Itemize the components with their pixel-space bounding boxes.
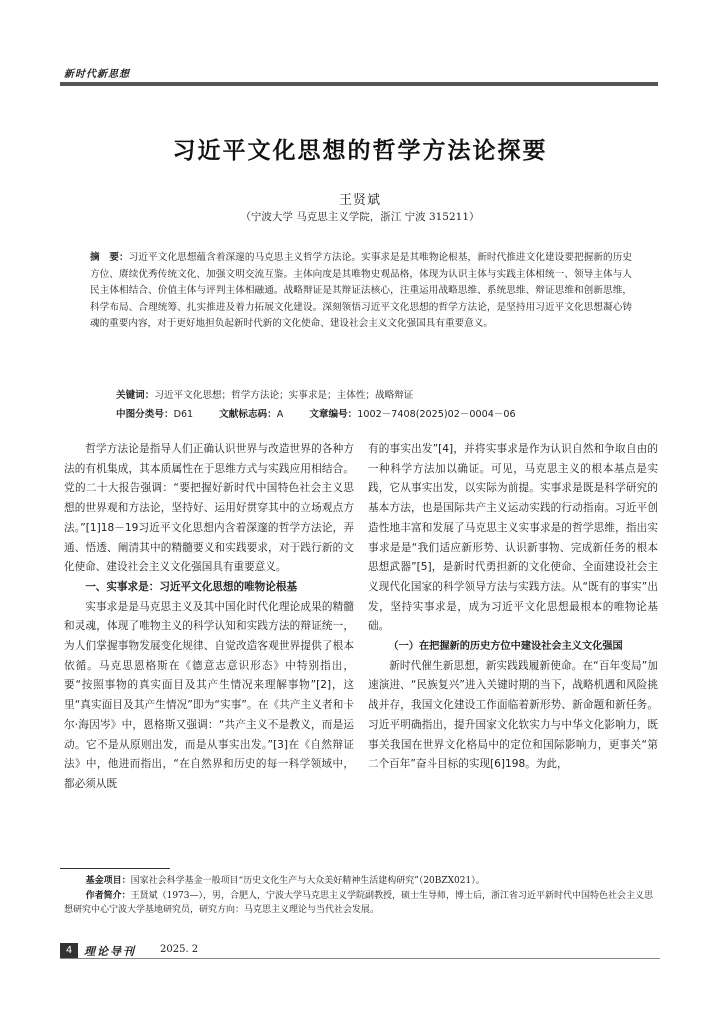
article-number-label: 文章编号： xyxy=(309,409,358,420)
abstract xyxy=(90,250,632,333)
paragraph: 有的事实出发”[4]，并将实事求是作为认识自然和争取自由的一种科学方法加以确证。可见，马克思主义的根本基点是实践，它从事实出发，以实际为前提。实事求是既是科学研究的基本方法，也是国际共产主义运动实践的行动指南。习近平创造性地丰富和发展了马克思主义实事求是的哲学思维，指出实事求是是“我们适应新形势、认识新事物、完成新任务的根本思想武器”[5]，是新时代勇担新的文化使命、全面建设社会主义现代化国家的科学领导方法与实践方法。从“既有的事实”出发，坚持实事求是，成为习近平文化思想最根本的唯物论基础。 xyxy=(368,443,658,633)
article-title: 习近平文化思想的哲学方法论探要 xyxy=(172,138,548,164)
keywords xyxy=(116,387,413,401)
journal-issue: 2025. 2 xyxy=(160,944,199,955)
author-note-text: 王贤斌（1973—），男，合肥人，宁波大学马克思主义学院副教授，硕士生导师，博士后，浙江省习近平新时代中国特色社会主义思想研究中心宁波大学基地研究员，研究方向：马克思主义理论与当代社会发展。 xyxy=(64,890,654,915)
journal-name: 理论导刊 xyxy=(84,945,136,958)
article-number-value: 1002－7408(2025)02－0004－06 xyxy=(357,409,516,420)
section-heading: （一）在把握新的历史方位中建设社会主义文化强国 xyxy=(388,640,623,653)
body-left-column xyxy=(64,440,354,795)
abstract-text: 习近平文化思想蕴含着深邃的马克思主义哲学方法论。实事求是是其唯物论根基，新时代推进文化建设要把握新的历史方位、赓续优秀传统文化、加强文明交流互鉴。主体向度是其唯物史观品格，体现为认识主体与实践主体相统一、领导主体与人民主体相结合、价值主体与评判主体相融通。战略辩证是其辩证法核心，注重运用战略思维、系统思维、辩证思维和创新思维，科学布局、合理统筹、扎实推进及着力拓展文化建设。深刻领悟习近平文化思想的哲学方法论，是坚持用习近平文化思想凝心铸魂的重要内容，对于更好地担负起新时代新的文化使命、建设社会主义文化强国具有重要意义。 xyxy=(90,252,633,330)
footnote xyxy=(64,874,658,918)
page-number: 4 xyxy=(60,943,78,958)
paragraph: 新时代催生新思想，新实践践履新使命。在“百年变局”加速演进、“民族复兴”进入关键时期的当下，战略机遇和风险挑战并存，我国文化建设工作面临着新形势、新命题和新任务。习近平明确指出，提升国家文化软实力与中华文化影响力，既事关我国在世界文化格局中的定位和国际影响力，更事关“第二个百年”奋斗目标的实现[6]198。为此， xyxy=(368,659,658,771)
running-header: 新时代新思想 xyxy=(64,69,130,80)
doc-code-value: A xyxy=(276,409,284,420)
abstract-label: 摘 要： xyxy=(90,252,129,263)
footnote-rule xyxy=(60,868,170,869)
keywords-label: 关键词： xyxy=(116,390,155,401)
author-note xyxy=(64,889,658,918)
affiliation: （宁波大学 马克思主义学院，浙江 宁波 315211） xyxy=(240,211,480,223)
body-right-column xyxy=(368,440,658,775)
fund-text: 国家社会科学基金一般项目“历史文化生产与大众美好精神生活建构研究”（20BZX021）。 xyxy=(130,876,485,886)
fund-note xyxy=(64,874,658,889)
fund-label: 基金项目： xyxy=(85,876,131,886)
author-note-label: 作者简介： xyxy=(85,890,131,901)
header-rule xyxy=(60,82,658,86)
clc-value: D61 xyxy=(173,409,194,420)
keywords-text: 习近平文化思想；哲学方法论；实事求是；主体性；战略辩证 xyxy=(154,390,414,401)
doc-code-label: 文献标志码： xyxy=(219,409,277,420)
section-heading: 一、实事求是：习近平文化思想的唯物论根基 xyxy=(85,580,298,593)
clc-label: 中图分类号： xyxy=(116,409,174,420)
classification-line xyxy=(116,406,516,420)
paragraph: 实事求是是马克思主义及其中国化时代化理论成果的精髓和灵魂，体现了唯物主义的科学认知和实践方法的辩证统一，为人们掌握事物发展变化规律、自觉改造客观世界提供了根本依循。马克思恩格斯在《德意志意识形态》中特别指出，要“按照事物的真实面目及其产生情况来理解事物”[2]，这里“真实面目及其产生情况”即为“实事”。在《共产主义者和卡尔·海因岑》中，恩格斯又强调：“共产主义不是教义，而是运动。它不是从原则出发，而是从事实出发。”[3]在《自然辩证法》中，他进而指出，“在自然界和历史的每一科学领域中，都必须从既 xyxy=(64,600,354,790)
author-name: 王贤斌 xyxy=(338,193,381,208)
paragraph: 哲学方法论是指导人们正确认识世界与改造世界的各种方法的有机集成，其本质属性在于思维方式与实践应用相结合。党的二十大报告强调：“要把握好新时代中国特色社会主义思想的世界观和方法论，坚持好、运用好贯穿其中的立场观点方法。”[1]18－19习近平文化思想内含着深邃的哲学方法论，弄通、悟透、阐清其中的精髓要义和实践要求，对于践行新的文化使命、建设社会主义文化强国具有重要意义。 xyxy=(64,443,354,574)
footer-rule xyxy=(60,958,660,959)
